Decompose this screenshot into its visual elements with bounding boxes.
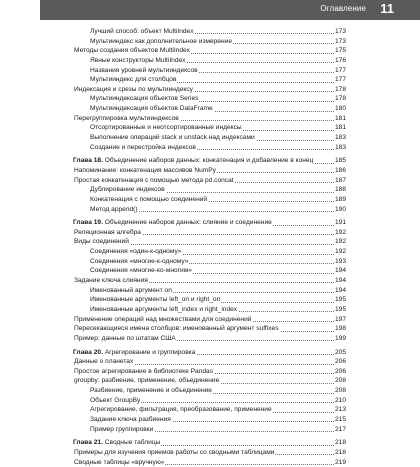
- toc-page-number: 191: [334, 219, 346, 227]
- toc-entry[interactable]: [90, 104, 346, 114]
- toc-entry[interactable]: [90, 247, 346, 257]
- toc-page-number: 186: [334, 166, 346, 174]
- toc-entry[interactable]: [74, 228, 346, 238]
- toc-entry[interactable]: [90, 205, 346, 215]
- toc-entry-title: Индексация и срезы по мультииндексу: [74, 85, 193, 93]
- toc-page-number: 206: [334, 358, 346, 366]
- toc-page-number: 188: [334, 186, 346, 194]
- toc-entry-title: Агрегирование, фильтрация, преобразование, применение: [90, 406, 272, 414]
- toc-entry-title: Данные о планетах: [74, 358, 134, 366]
- toc-page-number: 195: [334, 296, 346, 304]
- toc-entry-title: Явные конструкторы MultiIndex: [90, 56, 186, 64]
- toc-entry[interactable]: [90, 195, 346, 205]
- toc-entry-title: Именованные аргументы left_on и right_on: [90, 296, 221, 304]
- toc-entry-title: Примеры для изучения приемов работы со сводными таблицами: [74, 448, 275, 456]
- toc-page-number: 181: [334, 114, 346, 122]
- toc-entry[interactable]: [74, 448, 346, 458]
- toc-page-number: 187: [334, 176, 346, 184]
- toc-entry[interactable]: [74, 357, 346, 367]
- toc-entry-title: Разбиение, применение и объединение: [90, 387, 212, 395]
- toc-entry-title: Соединения «один-к-одному»: [90, 248, 182, 256]
- toc-entry[interactable]: [90, 257, 346, 267]
- toc-page-number: 175: [334, 47, 346, 55]
- toc-entry-title: Именованный аргумент on: [90, 286, 172, 294]
- toc-page-number: 217: [334, 425, 346, 433]
- toc-entry-title: Пересекающиеся имена столбцов: именованный аргумент suffixes: [74, 325, 279, 333]
- toc-page-number: 190: [334, 205, 346, 213]
- toc-entry[interactable]: [74, 237, 346, 247]
- toc-page-number: 205: [334, 348, 346, 356]
- toc-page-number: 219: [334, 458, 346, 466]
- toc-entry-title: Названия уровней мультииндексов: [90, 66, 198, 74]
- toc-page-number: 193: [334, 257, 346, 265]
- toc-entry-title: Конкатенация с помощью соединений: [90, 195, 208, 203]
- toc-entry[interactable]: [90, 396, 346, 406]
- toc-entry-title: Пример группировки: [90, 425, 154, 433]
- toc-page-number: 192: [334, 238, 346, 246]
- toc-page-number: 194: [334, 286, 346, 294]
- toc-entry-title: Мультииндекс как дополнительное измерение: [90, 37, 233, 45]
- toc-chapter-entry[interactable]: [73, 348, 346, 358]
- toc-entry[interactable]: [74, 334, 346, 344]
- toc-page-number: 206: [334, 367, 346, 375]
- toc-page-number: 178: [334, 95, 346, 103]
- toc-entry-title: Мультииндексация объектов DataFrame: [90, 105, 213, 113]
- toc-entry-title: Простая конкатенация с помощью метода pd.concat: [74, 176, 234, 184]
- toc-page-number: 194: [334, 277, 346, 285]
- toc-entry[interactable]: [74, 376, 346, 386]
- toc-entry[interactable]: [74, 315, 346, 325]
- toc-page-number: 180: [334, 105, 346, 113]
- toc-entry-title: Именованные аргументы left_index и right_index: [90, 305, 238, 313]
- toc-entry[interactable]: [90, 27, 346, 37]
- toc-entry-title: Соединения «многие-ко-многим»: [90, 267, 192, 275]
- toc-page-number: 218: [334, 439, 346, 447]
- toc-entry-title: Соединения «многие-к-одному»: [90, 257, 189, 265]
- toc-page-number: 192: [334, 248, 346, 256]
- toc-entry[interactable]: [90, 295, 346, 305]
- toc-entry-title: Объединение наборов данных: конкатенация и добавление в конец: [104, 157, 314, 165]
- toc-page-number: 177: [334, 76, 346, 84]
- toc-page-number: 199: [334, 334, 346, 342]
- toc-chapter-label: Глава 21.: [73, 439, 103, 447]
- toc-entry-title: groupby: разбиение, применение, объединение: [74, 377, 220, 385]
- toc-entry[interactable]: [74, 114, 346, 124]
- toc-entry-title: Задание ключа разбиения: [90, 415, 171, 423]
- toc-entry[interactable]: [90, 94, 346, 104]
- toc-entry[interactable]: [90, 185, 346, 195]
- toc-entry[interactable]: [90, 66, 346, 76]
- toc-page-number: 185: [334, 157, 346, 165]
- toc-entry-title: Сводные таблицы «вручную»: [74, 458, 165, 466]
- toc-chapter-entry[interactable]: [73, 218, 346, 228]
- toc-entry-title: Реляционная алгебра: [74, 228, 141, 236]
- toc-entry-title: Методы создания объектов MultiIndex: [74, 47, 190, 55]
- toc-chapter-title: [73, 348, 196, 358]
- toc-entry[interactable]: [90, 286, 346, 296]
- toc-page-number: 192: [334, 228, 346, 236]
- toc-entry[interactable]: [90, 405, 346, 415]
- toc-entry[interactable]: [74, 367, 346, 377]
- toc-entry[interactable]: [90, 56, 346, 66]
- toc-entry-title: Напоминание: конкатенация массивов NumPy: [74, 166, 216, 174]
- toc-page-number: 178: [334, 85, 346, 93]
- toc-page-number: 208: [334, 377, 346, 385]
- toc-entry-title: Отсортированные и неотсортированные индексы: [90, 124, 242, 132]
- toc-entry-title: Мультииндекс для столбцов: [90, 76, 177, 84]
- toc-page-number: 210: [334, 396, 346, 404]
- toc-entry-title: Дублирование индексов: [90, 186, 165, 194]
- toc-entry[interactable]: [90, 133, 346, 143]
- toc-entry-title: Агрегирование и группировка: [104, 348, 196, 356]
- toc-entry[interactable]: [74, 276, 346, 286]
- running-header: [40, 0, 420, 20]
- toc-page-number: 173: [334, 28, 346, 35]
- toc-entry[interactable]: [90, 425, 346, 435]
- toc-chapter-label: Глава 19.: [73, 219, 103, 227]
- toc-entry-title: Простое агрегирование в библиотеке Pandas: [74, 367, 213, 375]
- toc-chapter-entry[interactable]: [73, 156, 346, 166]
- toc-page-number: 213: [334, 406, 346, 414]
- toc-page-number: 176: [334, 56, 346, 64]
- toc-page-number: 177: [334, 66, 346, 74]
- toc-entry-title: Сводные таблицы: [104, 439, 161, 447]
- toc-page-number: 197: [334, 315, 346, 323]
- toc-entry-title: Выполнение операций stack и unstack над индексами: [90, 134, 255, 142]
- toc-entry-title: Объединение наборов данных: слияние и соединение: [104, 219, 272, 227]
- toc-entry-title: Мультииндексация объектов Series: [90, 95, 199, 103]
- toc-entry[interactable]: [90, 266, 346, 276]
- toc-entry-title: Перегруппировка мультииндексов: [74, 114, 179, 122]
- toc-entry-title: Задание ключа слияния: [74, 277, 148, 285]
- toc-entry[interactable]: [74, 166, 346, 176]
- toc-entry-title: Метод append(): [90, 205, 138, 213]
- toc-entry[interactable]: [90, 123, 346, 133]
- toc-page-number: 218: [334, 448, 346, 456]
- toc-entry[interactable]: [74, 458, 346, 467]
- toc-entry[interactable]: [74, 176, 346, 186]
- toc-chapter-title: [73, 438, 161, 448]
- toc-entry[interactable]: [90, 143, 346, 153]
- toc-entry[interactable]: [90, 305, 346, 315]
- toc-page-number: 173: [334, 37, 346, 45]
- toc-page-number: 183: [334, 134, 346, 142]
- toc-entry-title: Лучший способ: объект MultiIndex: [90, 28, 194, 35]
- toc-page-number: 195: [334, 305, 346, 313]
- toc-page-number: 194: [334, 267, 346, 275]
- toc-entry[interactable]: [90, 386, 346, 396]
- toc-chapter-entry[interactable]: [73, 438, 346, 448]
- toc-chapter-label: Глава 18.: [73, 157, 103, 165]
- toc-chapter-title: [73, 156, 314, 166]
- toc-entry[interactable]: [74, 85, 346, 95]
- page-number: 11: [380, 1, 394, 16]
- toc-chapter-title: [73, 218, 273, 228]
- toc-entry-title: Виды соединений: [74, 238, 129, 246]
- toc-page-number: 181: [334, 124, 346, 132]
- toc-entry[interactable]: [74, 46, 346, 56]
- toc-entry[interactable]: [90, 75, 346, 85]
- toc-entry-title: Объект GroupBy: [90, 396, 141, 404]
- toc-page-number: 215: [334, 415, 346, 423]
- toc-entry-title: Пример: данные по штатам США: [74, 334, 176, 342]
- toc-page-number: 198: [334, 325, 346, 333]
- toc-entry[interactable]: [74, 324, 346, 334]
- toc-entry-title: Создание и перестройка индексов: [90, 143, 196, 151]
- toc-entry-title: Применение операций над множествами для соединений: [74, 315, 252, 323]
- toc-chapter-label: Глава 20.: [73, 348, 103, 356]
- toc-page-number: 208: [334, 387, 346, 395]
- running-header-title: Оглавление: [320, 4, 366, 13]
- toc-page-number: 189: [334, 195, 346, 203]
- toc-page-number: 183: [334, 143, 346, 151]
- toc-entry[interactable]: [90, 37, 346, 47]
- table-of-contents: [74, 27, 346, 467]
